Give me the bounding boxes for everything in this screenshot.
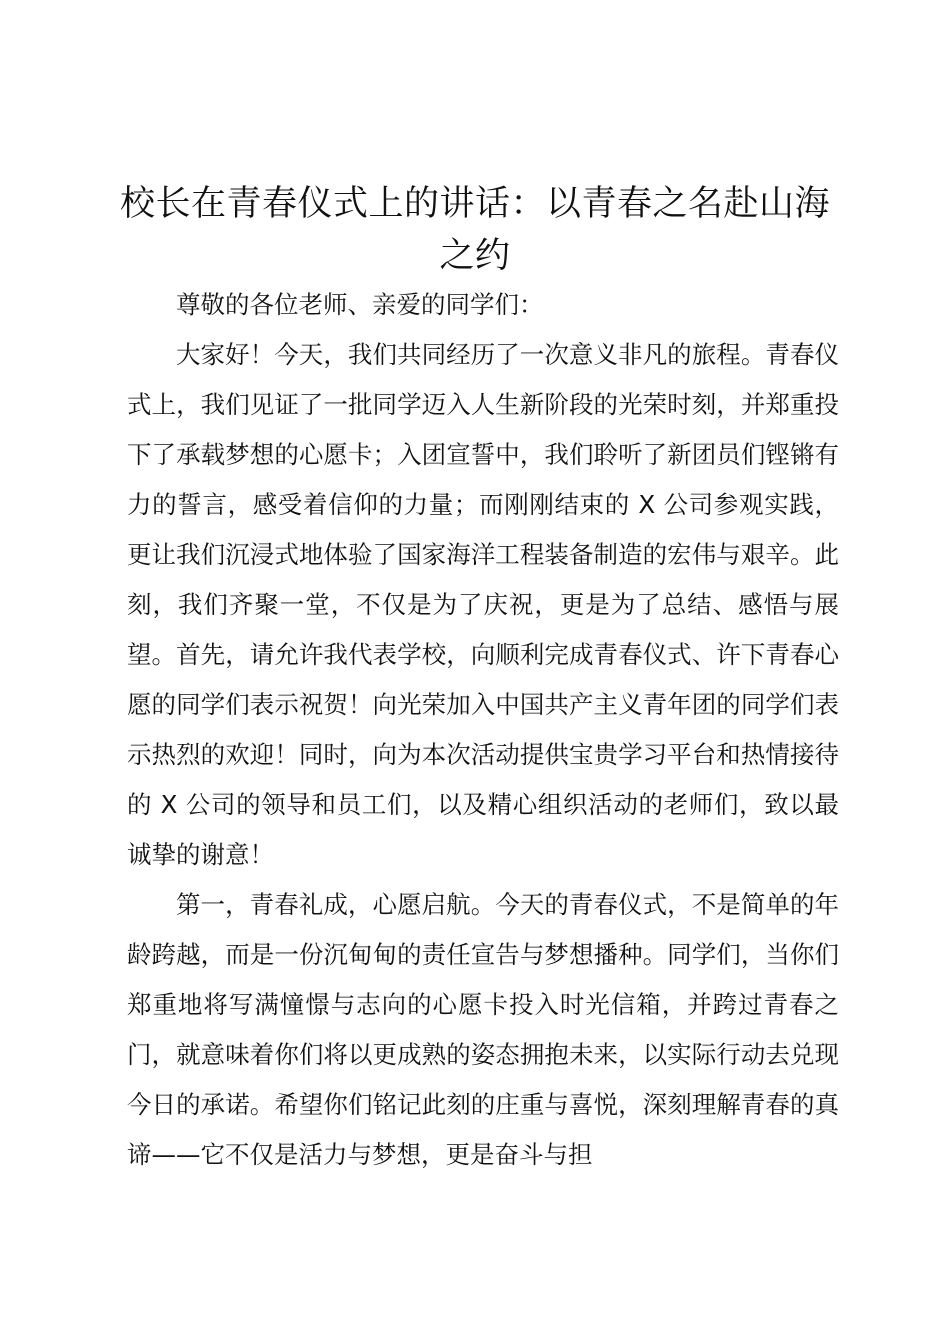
paragraph-first-point: 第一，青春礼成，心愿启航。今天的青春仪式，不是简单的年龄跨越，而是一份沉甸甸的责任宣告与梦想播种。同学们，当你们郑重地将写满憧憬与志向的心愿卡投入时光信箱，并跨过青春之门，就意味着你们将以更成熟的姿态拥抱未来，以实际行动去兑现今日的承诺。希望你们铭记此刻的庄重与喜悦，深刻理解青春的真谛——它不仅是活力与梦想，更是奋斗与担 (127, 890, 839, 1169)
document-title: 校长在青春仪式上的讲话：以青春之名赴山海之约 (119, 184, 830, 276)
salutation: 尊敬的各位老师、亲爱的同学们： (176, 290, 544, 319)
document-body (127, 280, 839, 1180)
paragraph-intro: 大家好！今天，我们共同经历了一次意义非凡的旅程。青春仪式上，我们见证了一批同学迈入人生新阶段的光荣时刻，并郑重投下了承载梦想的心愿卡；入团宣誓中，我们聆听了新团员们铿锵有力的誓言，感受着信仰的力量；而刚刚结束的 X 公司参观实践，更让我们沉浸式地体验了国家海洋工程装备制造的宏伟与艰辛。此刻，我们齐聚一堂，不仅是为了庆祝，更是为了总结、感悟与展望。首先，请允许我代表学校，向顺利完成青春仪式、许下青春心愿的同学们表示祝贺！向光荣加入中国共产主义青年团的同学们表示热烈的欢迎！同时，向为本次活动提供宝贵学习平台和热情接待的 X 公司的领导和员工们，以及精心组织活动的老师们，致以最诚挚的谢意！ (127, 340, 839, 869)
